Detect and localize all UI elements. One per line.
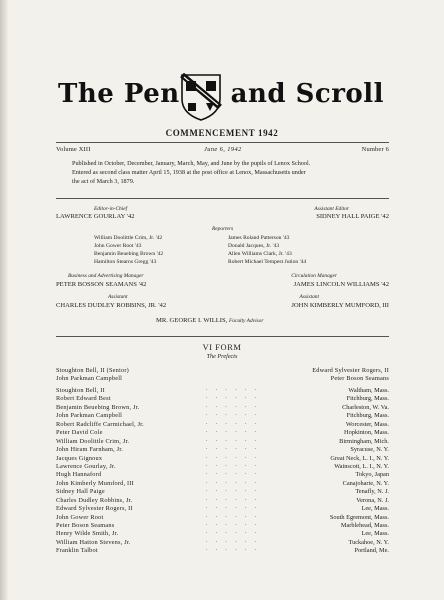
leader-dots: ...... (206, 521, 265, 527)
editor-name: LAWRENCE GOURLAY '42 (56, 213, 135, 220)
student-hometown: Great Neck, L. I., N. Y. (330, 454, 389, 462)
prefect-name: Peter Boson Seamans (330, 375, 389, 383)
leader-dots: ...... (206, 419, 265, 426)
reporter-name: Donald Jacques, Jr. '43 (228, 243, 280, 249)
student-name: Robert Radcliffe Carmichael, Jr. (56, 420, 144, 428)
student-name: Henry Wilde Smith, Jr. (56, 530, 119, 538)
assistant-label: Assistant (108, 294, 128, 300)
student-hometown: Verona, N. J. (356, 496, 389, 504)
faculty-advisor-label: Faculty Advisor (228, 318, 264, 324)
student-name: Stoughton Bell, II (56, 387, 105, 394)
leader-dots: ...... (206, 478, 265, 485)
masthead (58, 73, 384, 121)
leader-dots: ...... (206, 386, 265, 392)
leader-dots: ...... (206, 411, 265, 418)
issue-info-row (56, 146, 389, 158)
faculty-advisor (156, 317, 263, 324)
student-hometown: Charleston, W. Va. (342, 403, 389, 411)
leader-dots: ...... (206, 537, 265, 544)
reporter-name: William Doolittle Crim, Jr. '42 (94, 235, 163, 241)
reporter-name: John Gower Root '43 (94, 243, 142, 249)
student-hometown: Canajoharie, N. Y. (342, 479, 389, 487)
faculty-advisor-name: MR. GEORGE I. WILLIS, (156, 317, 228, 324)
reporter-name: Robert Michael Tempest Jution '44 (228, 259, 307, 265)
circulation-manager-label: Circulation Manager (291, 273, 337, 279)
student-hometown: Waltham, Mass. (348, 387, 389, 394)
leader-dots: ...... (206, 512, 265, 519)
assistant-name: JOHN KIMBERLY MUMFORD, III (291, 302, 389, 309)
leader-dots: ...... (206, 470, 265, 477)
reporter-name: James Roland Patterson '43 (228, 235, 290, 241)
student-name: John Kimberly Mumford, III (56, 479, 134, 487)
student-name: Edward Sylvester Rogers, II (56, 505, 133, 513)
leader-dots: ...... (206, 504, 265, 511)
issue-subtitle: COMMENCEMENT 1942 (165, 128, 279, 138)
student-name: Sidney Hall Paige (56, 488, 105, 496)
student-name: John Hiram Farnham, Jr. (56, 446, 124, 454)
leader-dots: ...... (206, 402, 265, 409)
section-divider (56, 336, 389, 337)
student-hometown: Marblehead, Mass. (340, 522, 389, 529)
leader-dots: ...... (206, 453, 265, 460)
prefect-row (56, 375, 389, 383)
student-hometown: Lee, Mass. (361, 530, 389, 538)
student-hometown: Lee, Mass. (361, 505, 389, 513)
student-hometown: Tenafly, N. J. (355, 488, 389, 496)
student-hometown: Syracuse, N. Y. (350, 446, 389, 454)
student-name: John Gower Root (56, 513, 104, 521)
student-list (56, 387, 389, 556)
prefects-list (56, 367, 389, 384)
prefect-name: John Parkman Campbell (56, 375, 123, 383)
assistant-label: Assistant (299, 294, 319, 300)
student-hometown: Tokyo, Japan (355, 471, 389, 479)
publication-note-line: Entered as second class matter April 15, 1938 at the post office at Lenox, Massachusetts under (72, 168, 306, 176)
student-name: John Parkman Campbell (56, 412, 123, 420)
section-subtitle: The Prefects (206, 353, 238, 360)
student-name: Charles Dudley Robbins, Jr. (56, 496, 133, 504)
student-name: Franklin Talbot (56, 547, 98, 555)
staff-block (56, 206, 389, 336)
student-hometown: Fitchburg, Mass. (346, 412, 389, 420)
student-hometown: Wainscott, L. I., N. Y. (334, 462, 389, 470)
publication-note (72, 160, 377, 186)
prefect-name: Stoughton Bell, II (Senior) (56, 367, 129, 374)
leader-dots: ...... (206, 546, 265, 553)
business-manager-name: PETER BOSSON SEAMANS '42 (56, 281, 147, 288)
leader-dots: ...... (206, 529, 265, 536)
student-row (56, 547, 389, 555)
publication-note-line: the act of March 3, 1879. (72, 177, 135, 185)
assistant-editor-name: SIDNEY HALL PAIGE '42 (316, 213, 389, 220)
prefect-name: Edward Sylvester Rogers, II (312, 367, 389, 374)
circulation-manager-name: JAMES LINCOLN WILLIAMS '42 (293, 281, 389, 288)
reporters-label: Reporters (212, 226, 234, 232)
leader-dots: ...... (206, 461, 265, 468)
student-hometown: South Egremont, Mass. (329, 513, 389, 521)
assistant-name: CHARLES DUDLEY ROBBINS, JR. '42 (56, 302, 167, 309)
volume-label: Volume XIII (56, 146, 91, 153)
leader-dots: ...... (206, 394, 265, 401)
student-name: Peter David Cole (56, 429, 103, 437)
leader-dots: ...... (206, 495, 265, 502)
leader-dots: ...... (206, 436, 265, 443)
student-name: Hugh Hannaford (56, 471, 102, 479)
assistant-editor-label: Assistant Editor (314, 206, 349, 212)
leader-dots: ...... (206, 428, 265, 435)
reporter-name: Hamilton Stearns Gregg '43 (94, 259, 157, 265)
masthead-title-right: and Scroll (230, 79, 384, 109)
student-name: Peter Boson Seamans (56, 522, 115, 529)
page-spine (0, 0, 8, 600)
issue-date: June 6, 1942 (204, 146, 242, 153)
student-name: Benjamin Beuebing Brown, Jr. (56, 403, 140, 411)
student-name: Robert Edward Best (56, 395, 111, 403)
leader-dots: ...... (206, 487, 265, 494)
student-hometown: Fitchburg, Mass. (346, 395, 389, 403)
student-hometown: Birmingham, Mich. (339, 437, 389, 445)
student-hometown: Worcester, Mass. (345, 420, 389, 428)
section-title: VI FORM (202, 343, 242, 352)
business-manager-label: Business and Advertising Manager (68, 273, 144, 279)
student-name: William Doolittle Crim, Jr. (56, 437, 130, 445)
issue-number: Number 6 (361, 146, 389, 153)
student-hometown: Portland, Me. (354, 547, 389, 555)
reporter-name: Allen Williams Clark, Jr. '43 (228, 251, 292, 257)
top-divider (56, 142, 389, 143)
publication-note-line: Published in October, December, January, March, May, and June by the pupils of Lenox School. (72, 160, 311, 167)
masthead-title-left: The Pen (58, 79, 180, 109)
student-hometown: Hopkinton, Mass. (344, 429, 389, 437)
student-name: Jacques Gignoux (56, 454, 103, 462)
student-name: Lawrence Gourlay, Jr. (56, 462, 116, 470)
student-name: William Hatton Stevens, Jr. (56, 538, 131, 546)
student-hometown: Tuckahoe, N. Y. (348, 538, 389, 546)
school-crest-icon (180, 73, 222, 121)
staff-divider (56, 198, 389, 199)
leader-dots: ...... (206, 445, 265, 452)
reporter-name: Benjamin Beuebing Brown '42 (94, 251, 164, 257)
editor-label: Editor-in-Chief (94, 206, 128, 212)
prefect-row (56, 367, 389, 375)
